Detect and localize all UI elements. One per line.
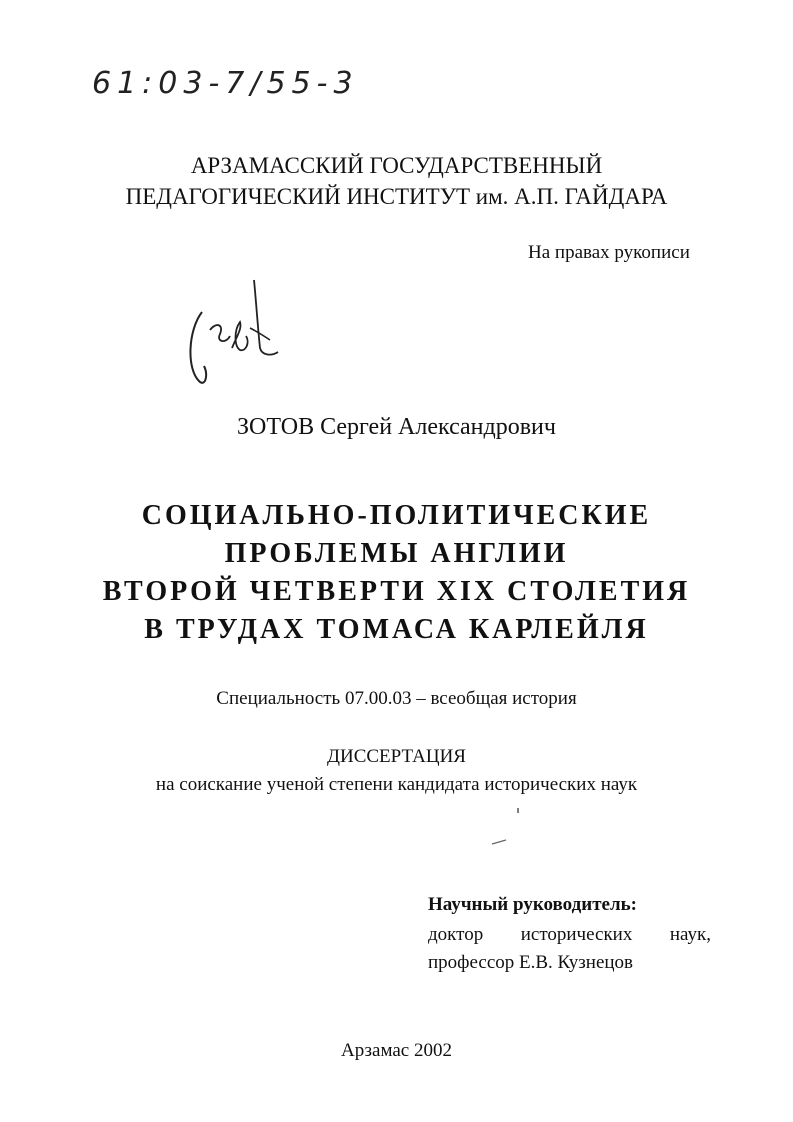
institution-name	[0, 150, 793, 212]
handwritten-catalog-code: 61:03-7/55-3	[92, 66, 359, 101]
institution-line-2: ПЕДАГОГИЧЕСКИЙ ИНСТИТУТ им. А.П. ГАЙДАРА	[125, 184, 668, 209]
institution-line-1: АРЗАМАССКИЙ ГОСУДАРСТВЕННЫЙ	[190, 153, 603, 178]
author-signature	[180, 270, 292, 390]
degree-purpose: на соискание ученой степени кандидата исторических наук	[155, 774, 638, 795]
specialty: Специальность 07.00.03 – всеобщая история	[216, 688, 577, 709]
advisor-name: профессор Е.В. Кузнецов	[428, 952, 634, 973]
title-line-2: ПРОБЛЕМЫ АНГЛИИ	[224, 538, 569, 569]
advisor-heading: Научный руководитель:	[428, 894, 637, 915]
author-name: ЗОТОВ Сергей Александрович	[237, 414, 556, 440]
place-and-year: Арзамас 2002	[341, 1040, 452, 1061]
document-type: ДИССЕРТАЦИЯ	[327, 746, 466, 767]
manuscript-rights-note: На правах рукописи	[528, 242, 690, 263]
title-line-1: СОЦИАЛЬНО-ПОЛИТИЧЕСКИЕ	[141, 500, 652, 531]
title-line-4: В ТРУДАХ ТОМАСА КАРЛЕЙЛЯ	[144, 614, 649, 645]
advisor-degree: доктор исторических наук,	[428, 924, 711, 945]
scan-marks	[480, 800, 540, 860]
dissertation-title	[0, 497, 793, 649]
title-line-3: ВТОРОЙ ЧЕТВЕРТИ XIX СТОЛЕТИЯ	[102, 576, 691, 607]
